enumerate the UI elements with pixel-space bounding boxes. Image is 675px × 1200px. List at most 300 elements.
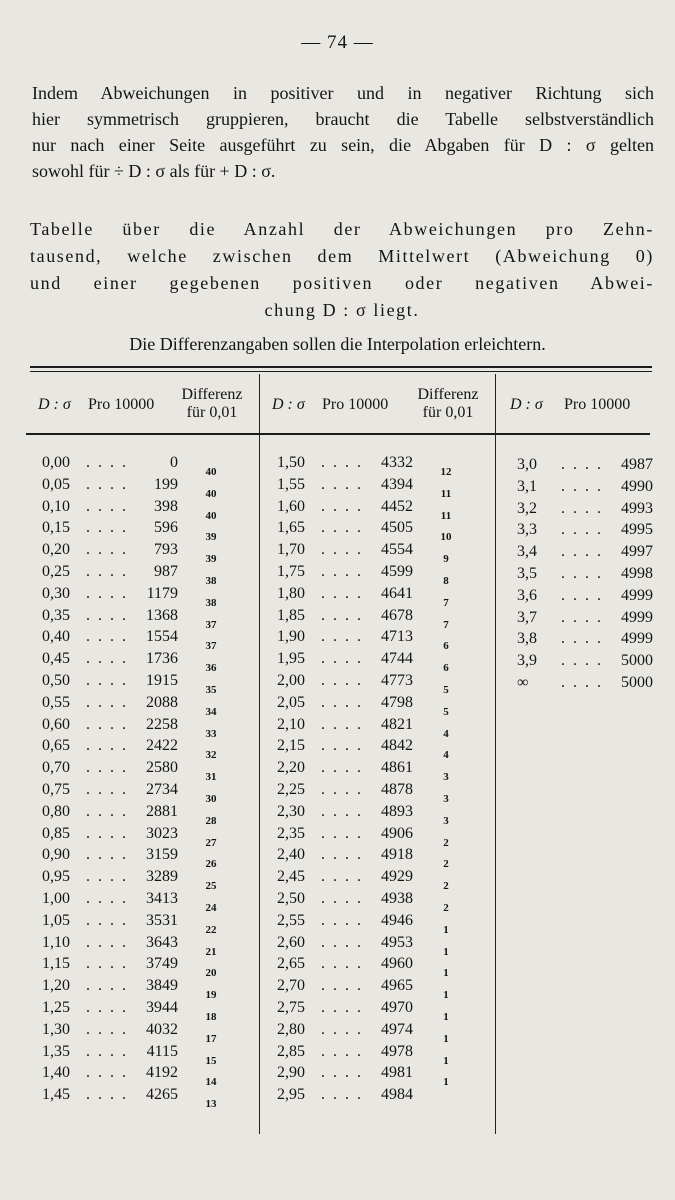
table-row xyxy=(42,823,178,845)
difference-value: 21 xyxy=(205,945,217,958)
row-leader-dots: . . . . xyxy=(86,519,128,537)
difference-value: 17 xyxy=(205,1032,217,1045)
row-key: 2,35 xyxy=(277,824,305,842)
row-leader-dots: . . . . xyxy=(86,497,128,515)
row-value: 3643 xyxy=(146,933,178,951)
table-top-rule xyxy=(30,366,652,368)
table-row xyxy=(277,626,413,648)
difference-value: 20 xyxy=(205,967,217,980)
row-leader-dots: . . . . xyxy=(561,456,603,473)
difference-value: 38 xyxy=(205,596,217,609)
difference-value: 33 xyxy=(205,727,217,740)
row-key: 0,90 xyxy=(42,846,70,864)
row-value: 4999 xyxy=(621,608,653,626)
row-key: 1,40 xyxy=(42,1064,70,1082)
row-value: 1554 xyxy=(146,628,178,646)
row-value: 4893 xyxy=(381,802,413,820)
table-row xyxy=(517,454,653,476)
row-value: 4981 xyxy=(381,1064,413,1082)
difference-value: 37 xyxy=(205,640,217,653)
table-row xyxy=(42,648,178,670)
row-value: 4394 xyxy=(381,475,413,493)
row-value: 4960 xyxy=(381,955,413,973)
row-leader-dots: . . . . xyxy=(86,1042,128,1060)
table-row xyxy=(42,953,178,975)
table-row xyxy=(277,779,413,801)
difference-value: 8 xyxy=(443,574,449,587)
row-value: 4192 xyxy=(146,1064,178,1082)
row-value: 4265 xyxy=(146,1086,178,1104)
row-leader-dots: . . . . xyxy=(561,608,603,626)
row-value: 4452 xyxy=(381,497,413,515)
table-row xyxy=(277,975,413,997)
row-key: 2,05 xyxy=(277,693,305,711)
difference-value: 2 xyxy=(443,858,449,871)
row-value: 793 xyxy=(154,541,178,559)
row-key: 0,05 xyxy=(42,475,70,493)
table-row xyxy=(517,650,653,672)
interpolation-note: Die Differenzangaben sollen die Interpolation erleichtern. xyxy=(129,334,546,354)
difference-column-block2 xyxy=(431,462,461,1094)
row-leader-dots: . . . . xyxy=(86,1086,128,1104)
row-leader-dots: . . . . xyxy=(561,630,603,648)
header-difference xyxy=(408,386,488,422)
row-leader-dots: . . . . xyxy=(321,1086,363,1104)
heading-line: Tabelle über die Anzahl der Abweichungen pro Zehn- xyxy=(30,219,654,239)
row-leader-dots: . . . . xyxy=(321,606,363,624)
table-row xyxy=(277,452,413,474)
row-key: 0,15 xyxy=(42,519,70,537)
difference-value: 40 xyxy=(205,509,217,522)
difference-value: 5 xyxy=(443,705,449,718)
row-value: 3749 xyxy=(146,955,178,973)
heading-line: chung D : σ liegt. xyxy=(264,300,420,320)
difference-value: 4 xyxy=(443,727,449,740)
row-value: 1915 xyxy=(146,671,178,689)
row-value: 1736 xyxy=(146,650,178,668)
row-leader-dots: . . . . xyxy=(86,780,128,798)
table-row xyxy=(277,735,413,757)
difference-value: 40 xyxy=(205,487,217,500)
difference-value: 2 xyxy=(443,880,449,893)
row-key: 1,80 xyxy=(277,584,305,602)
row-leader-dots: . . . . xyxy=(86,693,128,711)
row-key: 0,10 xyxy=(42,497,70,515)
table-row xyxy=(42,735,178,757)
table-row xyxy=(42,932,178,954)
intro-line: sowohl für ÷ D : σ als für + D : σ. xyxy=(32,161,276,181)
difference-value: 1 xyxy=(443,1010,449,1023)
intro-paragraph xyxy=(32,80,654,184)
row-leader-dots: . . . . xyxy=(321,715,363,733)
table-row xyxy=(42,517,178,539)
table-row xyxy=(277,932,413,954)
row-value: 4599 xyxy=(381,562,413,580)
row-leader-dots: . . . . xyxy=(321,933,363,951)
row-value: 5000 xyxy=(621,652,653,670)
difference-value: 1 xyxy=(443,1032,449,1045)
difference-value: 35 xyxy=(205,683,217,696)
row-key: 1,75 xyxy=(277,562,305,580)
difference-value: 18 xyxy=(205,1010,217,1023)
row-key: 3,6 xyxy=(517,586,537,604)
row-value: 4993 xyxy=(621,499,653,517)
row-key: 1,60 xyxy=(277,497,305,515)
header-difference-line1: Differenz xyxy=(417,386,479,403)
table-row xyxy=(42,975,178,997)
row-leader-dots: . . . . xyxy=(321,955,363,973)
row-key: 2,30 xyxy=(277,802,305,820)
row-leader-dots: . . . . xyxy=(561,477,603,495)
row-value: 4970 xyxy=(381,998,413,1016)
page-number: — 74 — xyxy=(301,32,374,53)
table-row xyxy=(277,953,413,975)
row-leader-dots: . . . . xyxy=(321,519,363,537)
table-row xyxy=(277,888,413,910)
row-key: 1,20 xyxy=(42,977,70,995)
row-value: 4878 xyxy=(381,780,413,798)
table-row xyxy=(277,605,413,627)
row-value: 4554 xyxy=(381,541,413,559)
table-row xyxy=(277,517,413,539)
table-row xyxy=(517,563,653,585)
heading-line: und einer gegebenen positiven oder negativen Abwei- xyxy=(30,273,654,293)
row-key: 0,45 xyxy=(42,650,70,668)
row-leader-dots: . . . . xyxy=(321,541,363,559)
row-value: 4713 xyxy=(381,628,413,646)
row-key: 0,85 xyxy=(42,824,70,842)
row-value: 4965 xyxy=(381,977,413,995)
row-value: 4821 xyxy=(381,715,413,733)
row-value: 0 xyxy=(170,454,178,471)
row-value: 4032 xyxy=(146,1020,178,1038)
row-value: 398 xyxy=(154,497,178,515)
table-row xyxy=(277,997,413,1019)
row-key: 0,70 xyxy=(42,759,70,777)
difference-value: 13 xyxy=(205,1098,217,1111)
difference-value: 36 xyxy=(205,662,217,675)
row-value: 4861 xyxy=(381,759,413,777)
header-difference-line2: für 0,01 xyxy=(186,404,238,421)
column-divider xyxy=(495,374,496,1134)
difference-value: 1 xyxy=(443,945,449,958)
row-key: 1,55 xyxy=(277,475,305,493)
difference-value: 10 xyxy=(440,531,452,544)
row-leader-dots: . . . . xyxy=(321,1020,363,1038)
row-leader-dots: . . . . xyxy=(321,868,363,886)
row-leader-dots: . . . . xyxy=(86,628,128,646)
row-leader-dots: . . . . xyxy=(321,889,363,907)
row-value: 4929 xyxy=(381,868,413,886)
table-heading xyxy=(30,216,654,324)
row-leader-dots: . . . . xyxy=(86,824,128,842)
table-row xyxy=(517,585,653,607)
row-value: 4984 xyxy=(381,1086,413,1104)
difference-value: 19 xyxy=(205,989,217,1002)
row-key: 1,35 xyxy=(42,1042,70,1060)
row-leader-dots: . . . . xyxy=(561,564,603,582)
table-row xyxy=(277,1019,413,1041)
row-key: 3,1 xyxy=(517,477,537,495)
row-leader-dots: . . . . xyxy=(321,475,363,493)
row-key: 0,80 xyxy=(42,802,70,820)
row-key: 1,05 xyxy=(42,911,70,929)
row-leader-dots: . . . . xyxy=(86,541,128,559)
table-row xyxy=(517,672,653,694)
row-leader-dots: . . . . xyxy=(321,998,363,1016)
difference-value: 7 xyxy=(443,618,449,631)
table-row xyxy=(42,801,178,823)
difference-value: 2 xyxy=(443,836,449,849)
row-leader-dots: . . . . xyxy=(321,737,363,755)
row-leader-dots: . . . . xyxy=(321,1064,363,1082)
difference-value: 27 xyxy=(205,836,217,849)
row-key: 3,4 xyxy=(517,543,537,561)
row-key: 0,20 xyxy=(42,541,70,559)
row-key: 2,45 xyxy=(277,868,305,886)
table-row xyxy=(42,452,178,474)
row-value: 3023 xyxy=(146,824,178,842)
row-value: 1368 xyxy=(146,606,178,624)
row-value: 4974 xyxy=(381,1020,413,1038)
row-value: 4987 xyxy=(621,456,653,473)
table-row xyxy=(277,823,413,845)
table-header-rule xyxy=(26,433,650,435)
table-row xyxy=(277,670,413,692)
row-key: 0,25 xyxy=(42,562,70,580)
table-column-block1 xyxy=(42,452,178,1106)
table-row xyxy=(42,605,178,627)
row-leader-dots: . . . . xyxy=(321,846,363,864)
table-row xyxy=(277,648,413,670)
table-row xyxy=(42,1084,178,1106)
row-leader-dots: . . . . xyxy=(321,650,363,668)
difference-value: 24 xyxy=(205,901,217,914)
row-value: 4798 xyxy=(381,693,413,711)
intro-line: nur nach einer Seite ausgeführt zu sein, die Abgaben für D : σ gelten xyxy=(32,135,654,155)
row-leader-dots: . . . . xyxy=(86,868,128,886)
difference-value: 7 xyxy=(443,596,449,609)
row-key: 0,55 xyxy=(42,693,70,711)
table-row xyxy=(42,692,178,714)
row-key: 0,30 xyxy=(42,584,70,602)
row-key: 2,25 xyxy=(277,780,305,798)
table-row xyxy=(277,910,413,932)
header-difference-line1: Differenz xyxy=(181,386,243,403)
row-key: 2,20 xyxy=(277,759,305,777)
table-row xyxy=(42,779,178,801)
table-row xyxy=(42,1041,178,1063)
difference-value: 2 xyxy=(443,901,449,914)
table-row xyxy=(277,866,413,888)
row-value: 2088 xyxy=(146,693,178,711)
row-value: 3849 xyxy=(146,977,178,995)
table-row xyxy=(277,844,413,866)
row-key: 0,35 xyxy=(42,606,70,624)
row-key: 2,00 xyxy=(277,671,305,689)
table-row xyxy=(42,714,178,736)
heading-line: tausend, welche zwischen dem Mittelwert (Abweichung 0) xyxy=(30,246,654,266)
row-key: 1,65 xyxy=(277,519,305,537)
row-value: 4999 xyxy=(621,630,653,648)
row-value: 2422 xyxy=(146,737,178,755)
row-leader-dots: . . . . xyxy=(321,911,363,929)
difference-value: 28 xyxy=(205,814,217,827)
header-difference-line2: für 0,01 xyxy=(422,404,474,421)
row-leader-dots: . . . . xyxy=(86,911,128,929)
row-key: 2,50 xyxy=(277,889,305,907)
table-row xyxy=(42,496,178,518)
row-leader-dots: . . . . xyxy=(561,521,603,539)
table-row xyxy=(517,476,653,498)
table-row xyxy=(42,888,178,910)
table-column-block3 xyxy=(517,454,653,694)
row-key: 0,60 xyxy=(42,715,70,733)
table-row xyxy=(517,607,653,629)
table-row xyxy=(42,1062,178,1084)
row-key: 0,65 xyxy=(42,737,70,755)
row-key: 0,40 xyxy=(42,628,70,646)
row-value: 4978 xyxy=(381,1042,413,1060)
table-row xyxy=(42,474,178,496)
row-key: 0,00 xyxy=(42,454,70,471)
row-leader-dots: . . . . xyxy=(321,977,363,995)
row-key: 3,5 xyxy=(517,564,537,582)
row-leader-dots: . . . . xyxy=(321,693,363,711)
row-leader-dots: . . . . xyxy=(86,584,128,602)
row-value: 4505 xyxy=(381,519,413,537)
row-key: 1,15 xyxy=(42,955,70,973)
difference-value: 9 xyxy=(443,553,449,566)
row-leader-dots: . . . . xyxy=(321,628,363,646)
row-value: 3413 xyxy=(146,889,178,907)
row-key: 2,10 xyxy=(277,715,305,733)
table-row xyxy=(42,583,178,605)
difference-value: 22 xyxy=(205,923,217,936)
column-divider xyxy=(259,374,260,1134)
difference-value: 4 xyxy=(443,749,449,762)
difference-value: 26 xyxy=(205,858,217,871)
row-leader-dots: . . . . xyxy=(561,673,603,691)
row-value: 3944 xyxy=(146,998,178,1016)
difference-value: 12 xyxy=(440,466,452,478)
table-top-rule-thin xyxy=(30,371,652,372)
row-key: 2,95 xyxy=(277,1086,305,1104)
row-leader-dots: . . . . xyxy=(561,543,603,561)
row-key: 2,70 xyxy=(277,977,305,995)
row-leader-dots: . . . . xyxy=(86,562,128,580)
difference-value: 1 xyxy=(443,923,449,936)
table-row xyxy=(517,498,653,520)
table-row xyxy=(277,801,413,823)
intro-line: hier symmetrisch gruppieren, braucht die Tabelle selbstverständlich xyxy=(32,109,654,129)
header-d-sigma: D : σ xyxy=(510,396,543,413)
row-value: 4998 xyxy=(621,564,653,582)
header-pro-10000: Pro 10000 xyxy=(564,396,631,413)
table-row xyxy=(42,997,178,1019)
difference-value: 11 xyxy=(440,509,452,522)
row-leader-dots: . . . . xyxy=(86,977,128,995)
row-value: 2734 xyxy=(146,780,178,798)
difference-value: 40 xyxy=(205,466,217,478)
intro-line: Indem Abweichungen in positiver und in negativer Richtung sich xyxy=(32,83,654,103)
row-leader-dots: . . . . xyxy=(86,759,128,777)
row-leader-dots: . . . . xyxy=(86,889,128,907)
difference-value: 1 xyxy=(443,967,449,980)
table-row xyxy=(277,539,413,561)
difference-value: 39 xyxy=(205,531,217,544)
row-leader-dots: . . . . xyxy=(86,737,128,755)
row-key: 2,85 xyxy=(277,1042,305,1060)
table-row xyxy=(517,628,653,650)
table-row xyxy=(277,583,413,605)
difference-value: 1 xyxy=(443,989,449,1002)
row-leader-dots: . . . . xyxy=(321,454,363,471)
table-row xyxy=(277,1062,413,1084)
table-row xyxy=(277,561,413,583)
row-key: 2,90 xyxy=(277,1064,305,1082)
table-row xyxy=(277,692,413,714)
row-leader-dots: . . . . xyxy=(86,606,128,624)
row-key: 1,85 xyxy=(277,606,305,624)
row-key: 1,90 xyxy=(277,628,305,646)
row-leader-dots: . . . . xyxy=(321,497,363,515)
row-key: 2,80 xyxy=(277,1020,305,1038)
difference-value: 30 xyxy=(205,792,217,805)
row-key: 1,70 xyxy=(277,541,305,559)
row-value: 4918 xyxy=(381,846,413,864)
table-row xyxy=(277,714,413,736)
row-value: 1179 xyxy=(146,584,178,602)
row-leader-dots: . . . . xyxy=(321,671,363,689)
row-leader-dots: . . . . xyxy=(86,1020,128,1038)
difference-value: 32 xyxy=(205,749,217,762)
row-key: 3,2 xyxy=(517,499,537,517)
row-leader-dots: . . . . xyxy=(86,998,128,1016)
row-value: 3531 xyxy=(146,911,178,929)
row-key: 1,00 xyxy=(42,889,70,907)
row-value: 4999 xyxy=(621,586,653,604)
table-row xyxy=(42,866,178,888)
row-key: 2,40 xyxy=(277,846,305,864)
difference-value: 31 xyxy=(205,771,217,784)
row-key: 1,95 xyxy=(277,650,305,668)
row-value: 4773 xyxy=(381,671,413,689)
row-value: 4115 xyxy=(146,1042,178,1060)
row-leader-dots: . . . . xyxy=(321,562,363,580)
row-leader-dots: . . . . xyxy=(321,802,363,820)
difference-value: 37 xyxy=(205,618,217,631)
row-value: 199 xyxy=(154,475,178,493)
table-column-block2 xyxy=(277,452,413,1106)
difference-value: 3 xyxy=(443,792,449,805)
row-value: 3289 xyxy=(146,868,178,886)
row-key: 1,50 xyxy=(277,454,305,471)
row-key: 0,50 xyxy=(42,671,70,689)
row-leader-dots: . . . . xyxy=(561,586,603,604)
row-value: 2258 xyxy=(146,715,178,733)
row-key: 1,25 xyxy=(42,998,70,1016)
row-value: 4332 xyxy=(381,454,413,471)
row-leader-dots: . . . . xyxy=(321,1042,363,1060)
row-leader-dots: . . . . xyxy=(86,671,128,689)
difference-value: 39 xyxy=(205,553,217,566)
row-key: ∞ xyxy=(517,673,529,691)
row-key: 3,3 xyxy=(517,521,537,539)
row-leader-dots: . . . . xyxy=(321,824,363,842)
row-key: 2,75 xyxy=(277,998,305,1016)
row-leader-dots: . . . . xyxy=(86,650,128,668)
